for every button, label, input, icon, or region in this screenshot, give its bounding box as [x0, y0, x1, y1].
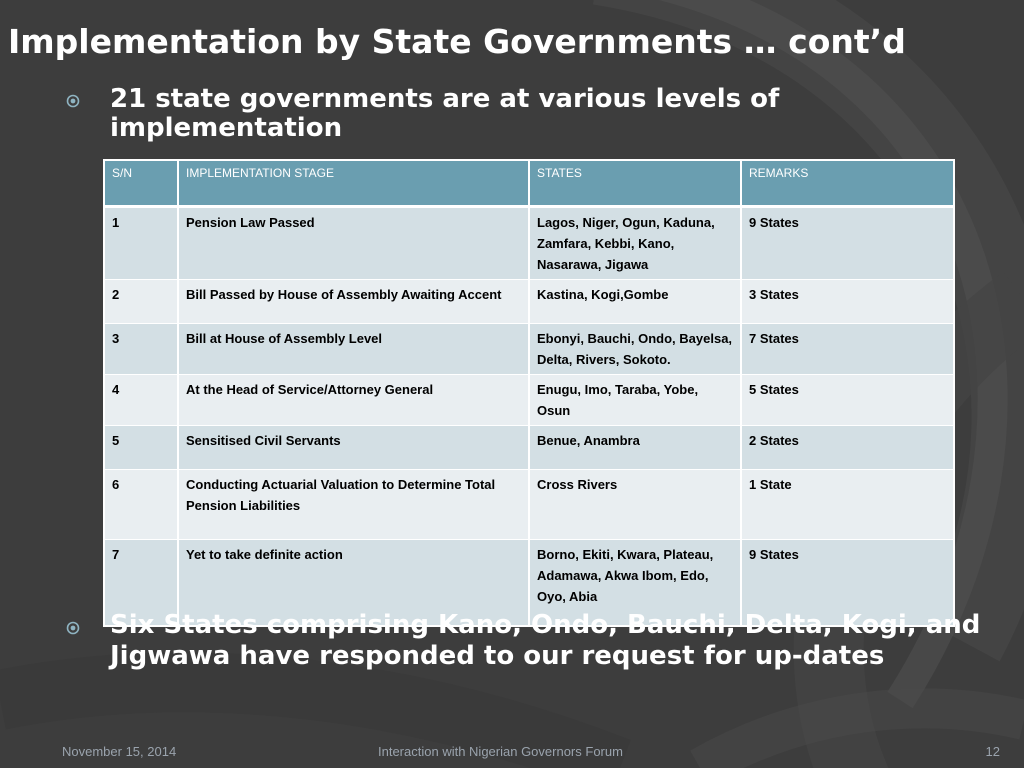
- footer-date: November 15, 2014: [62, 744, 177, 759]
- cell-remarks: 9 States: [741, 207, 954, 280]
- cell-stage: Pension Law Passed: [178, 207, 529, 280]
- cell-states: Cross Rivers: [529, 470, 741, 540]
- cell-stage: At the Head of Service/Attorney General: [178, 375, 529, 426]
- cell-remarks: 5 States: [741, 375, 954, 426]
- table-row: [104, 375, 954, 426]
- cell-states: Kastina, Kogi,Gombe: [529, 280, 741, 324]
- table-header-row: [104, 160, 954, 207]
- bullet-text: 21 state governments are at various levels of implementation: [110, 84, 780, 143]
- header-states: STATES: [529, 160, 741, 207]
- table-row: [104, 324, 954, 375]
- cell-remarks: 9 States: [741, 540, 954, 626]
- cell-states: Enugu, Imo, Taraba, Yobe, Osun: [529, 375, 741, 426]
- bullet-implementation-levels: [110, 85, 890, 143]
- cell-stage: Bill Passed by House of Assembly Awaiting Accent: [178, 280, 529, 324]
- cell-states: Benue, Anambra: [529, 426, 741, 470]
- cell-remarks: 3 States: [741, 280, 954, 324]
- cell-stage: Conducting Actuarial Valuation to Determine Total Pension Liabilities: [178, 470, 529, 540]
- bullet-states-responded: [110, 610, 1000, 672]
- table-row: [104, 280, 954, 324]
- header-remarks: REMARKS: [741, 160, 954, 207]
- cell-remarks: 7 States: [741, 324, 954, 375]
- circle-dot-bullet-icon: [66, 94, 80, 108]
- cell-sn: 4: [104, 375, 178, 426]
- cell-states: Borno, Ekiti, Kwara, Plateau, Adamawa, Akwa Ibom, Edo, Oyo, Abia: [529, 540, 741, 626]
- cell-stage: Bill at House of Assembly Level: [178, 324, 529, 375]
- circle-dot-bullet-icon: [66, 621, 80, 635]
- cell-sn: 6: [104, 470, 178, 540]
- table-row: [104, 426, 954, 470]
- table-row: [104, 470, 954, 540]
- header-implementation-stage: IMPLEMENTATION STAGE: [178, 160, 529, 207]
- cell-sn: 7: [104, 540, 178, 626]
- cell-remarks: 2 States: [741, 426, 954, 470]
- footer-event-title: Interaction with Nigerian Governors Forum: [378, 744, 623, 759]
- footer-page-number: 12: [985, 744, 1000, 759]
- implementation-stage-table: [103, 159, 955, 627]
- cell-stage: Sensitised Civil Servants: [178, 426, 529, 470]
- cell-sn: 5: [104, 426, 178, 470]
- header-sn: S/N: [104, 160, 178, 207]
- cell-states: Lagos, Niger, Ogun, Kaduna, Zamfara, Kebbi, Kano, Nasarawa, Jigawa: [529, 207, 741, 280]
- cell-sn: 3: [104, 324, 178, 375]
- bullet-text: Six States comprising Kano, Ondo, Bauchi, Delta, Kogi, and Jigwawa have responded to our request for up-dates: [110, 610, 981, 671]
- cell-states: Ebonyi, Bauchi, Ondo, Bayelsa, Delta, Rivers, Sokoto.: [529, 324, 741, 375]
- cell-sn: 2: [104, 280, 178, 324]
- cell-stage: Yet to take definite action: [178, 540, 529, 626]
- table-row: [104, 207, 954, 280]
- slide-title: Implementation by State Governments … cont’d: [8, 22, 906, 61]
- cell-remarks: 1 State: [741, 470, 954, 540]
- cell-sn: 1: [104, 207, 178, 280]
